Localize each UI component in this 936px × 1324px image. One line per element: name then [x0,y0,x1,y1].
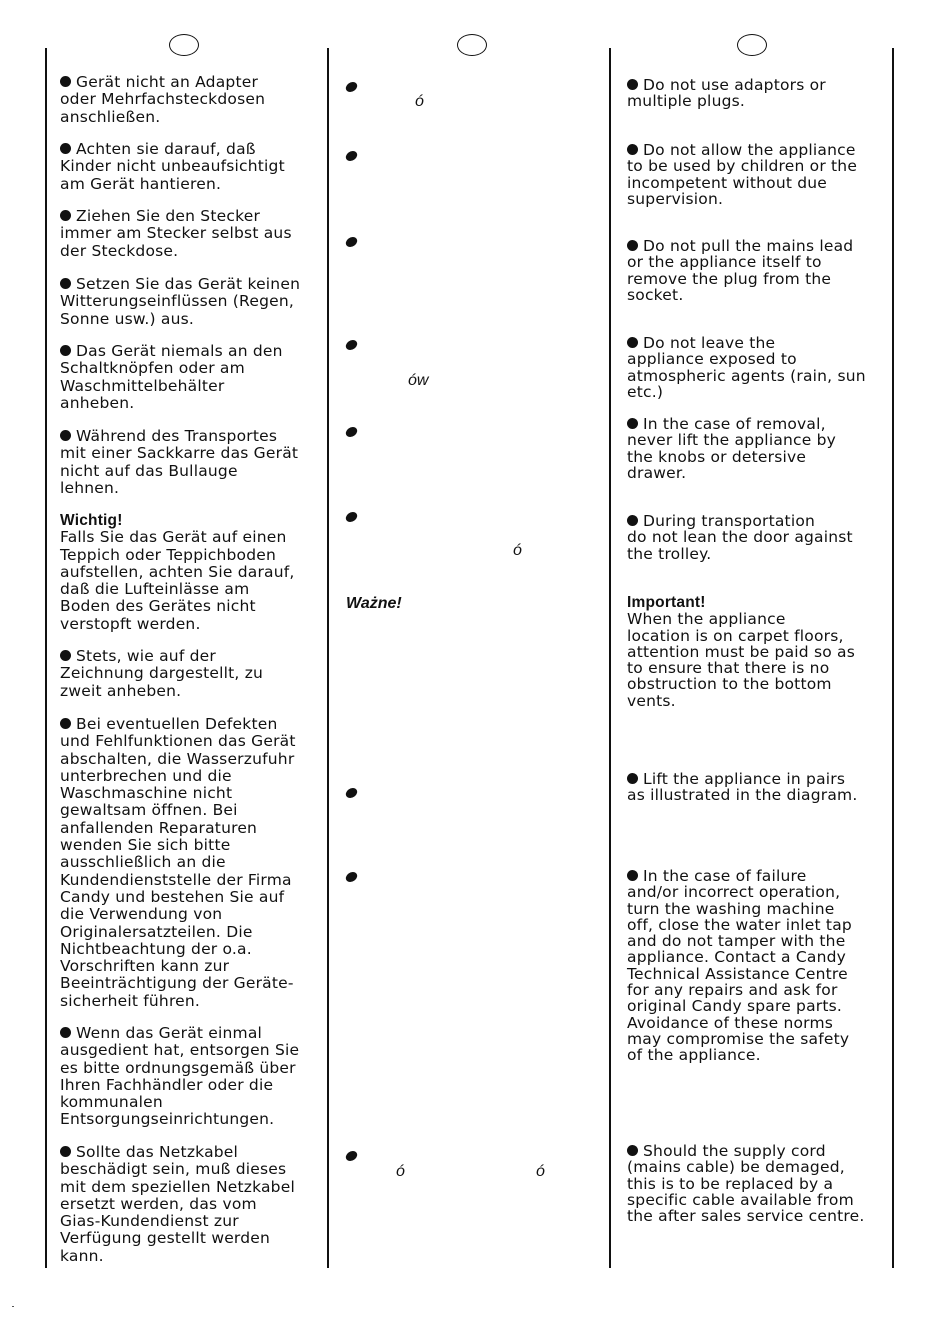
de-item-transport: Während des Transportes mit einer Sackkarre das Gerät nicht auf das Bullauge lehnen. [60,427,299,497]
bullet-icon [627,418,638,429]
bullet-icon [627,515,638,526]
de-important-heading: Wichtig! [60,512,123,529]
en-item-important: Important! When the appliance location is on carpet floors, attention must be paid so as to ensure that there is no obstruction to the bottom vents. [627,594,856,710]
pl-fragment: ó [396,1163,405,1180]
bullet-icon [60,278,71,289]
bullet-icon [627,870,638,881]
bullet-icon [627,144,638,155]
en-important-heading: Important! [627,594,706,611]
page-edge-mark [12,1306,14,1307]
pl-important-heading: Ważne! [346,595,402,612]
bullet-icon [345,872,359,882]
bullet-icon [627,337,638,348]
bullet-icon [345,427,359,437]
de-item-children: Achten sie darauf, daß Kinder nicht unbeaufsichtigt am Gerät hantieren. [60,140,285,193]
bullet-icon [627,773,638,784]
column-divider [327,48,329,1268]
en-item-transport: During transportation do not lean the door against the trolley. [627,512,853,563]
de-item-lifting: Das Gerät niemals an den Schaltknöpfen oder am Waschmittelbehälter anheben. [60,342,283,412]
bullet-icon [627,79,638,90]
de-item-important: Wichtig! Falls Sie das Gerät auf einen Teppich oder Teppichboden aufstellen, achten Sie darauf, daß die Lufteinlässe am Boden des Gerätes nicht verstopft werden. [60,512,295,633]
bullet-icon [627,240,638,251]
column-divider [45,48,47,1268]
de-item-cord: Sollte das Netzkabel beschädigt sein, muß dieses mit dem speziellen Netzkabel ersetzt werden, das vom Gias-Kundendienst zur Verfügung gestellt werden kann. [60,1143,295,1265]
bullet-icon [60,1146,71,1157]
bullet-icon [345,237,359,247]
bullet-icon [345,1151,359,1161]
en-item-removal: In the case of removal, never lift the appliance by the knobs or detersive drawer. [627,415,837,482]
column-divider [892,48,894,1268]
language-marker-pl [457,34,487,56]
bullet-icon [60,718,71,729]
de-item-weather: Setzen Sie das Gerät keinen Witterungseinflüssen (Regen, Sonne usw.) aus. [60,275,301,328]
bullet-icon [345,82,359,92]
de-item-defects: Bei eventuellen Defekten und Fehlfunktionen das Gerät abschalten, die Wasserzufuhr unterbrechen und die Waschmaschine nicht gewaltsam öffnen. Bei anfallenden Reparaturen wenden Sie sich bitte ausschließlich an die Kundendienststelle der Firma Candy und bestehen Sie auf die Verwendung von Originalersatzteilen. Die Nichtbeachtung der o.a. Vorschriften kann zur Beeinträchtigung der Geräte- sicherheit führen. [60,715,296,1010]
bullet-icon [345,340,359,350]
en-item-plug: Do not pull the mains lead or the appliance itself to remove the plug from the socket. [627,237,854,304]
en-item-lift-pairs: Lift the appliance in pairs as illustrated in the diagram. [627,770,858,805]
column-divider [609,48,611,1268]
bullet-icon [60,650,71,661]
de-item-disposal: Wenn das Gerät einmal ausgedient hat, entsorgen Sie es bitte ordnungsgemäß über Ihren Fachhändler oder die kommunalen Entsorgungseinrichtungen. [60,1024,300,1129]
de-item-lift-pairs: Stets, wie auf der Zeichnung dargestellt, zu zweit anheben. [60,647,264,700]
de-item-adapters: Gerät nicht an Adapter oder Mehrfachsteckdosen anschließen. [60,73,266,126]
en-item-children: Do not allow the appliance to be used by children or the incompetent without due supervision. [627,141,858,208]
pl-fragment: ó [513,542,522,559]
pl-fragment: ów [408,372,429,389]
bullet-icon [60,1027,71,1038]
bullet-icon [345,788,359,798]
bullet-icon [345,151,359,161]
en-item-failure: In the case of failure and/or incorrect operation, turn the washing machine off, close the water inlet tap and do not tamper with the appliance. Contact a Candy Technical Assistance Centre for any repairs and ask for original Candy spare parts. Avoidance of these norms may compromise the safety of the appliance. [627,867,852,1065]
en-item-weather: Do not leave the appliance exposed to atmospheric agents (rain, sun etc.) [627,334,866,401]
language-marker-de [169,34,199,56]
en-item-cord: Should the supply cord (mains cable) be demaged, this is to be replaced by a specific cable available from the after sales service centre. [627,1142,865,1226]
bullet-icon [60,143,71,154]
bullet-icon [60,210,71,221]
bullet-icon [345,512,359,522]
en-item-adaptors: Do not use adaptors or multiple plugs. [627,76,826,111]
de-item-plug: Ziehen Sie den Stecker immer am Stecker selbst aus der Steckdose. [60,207,292,260]
pl-fragment: ó [536,1163,545,1180]
bullet-icon [60,76,71,87]
bullet-icon [60,345,71,356]
bullet-icon [60,430,71,441]
bullet-icon [627,1145,638,1156]
pl-fragment: ó [415,93,424,110]
language-marker-en [737,34,767,56]
